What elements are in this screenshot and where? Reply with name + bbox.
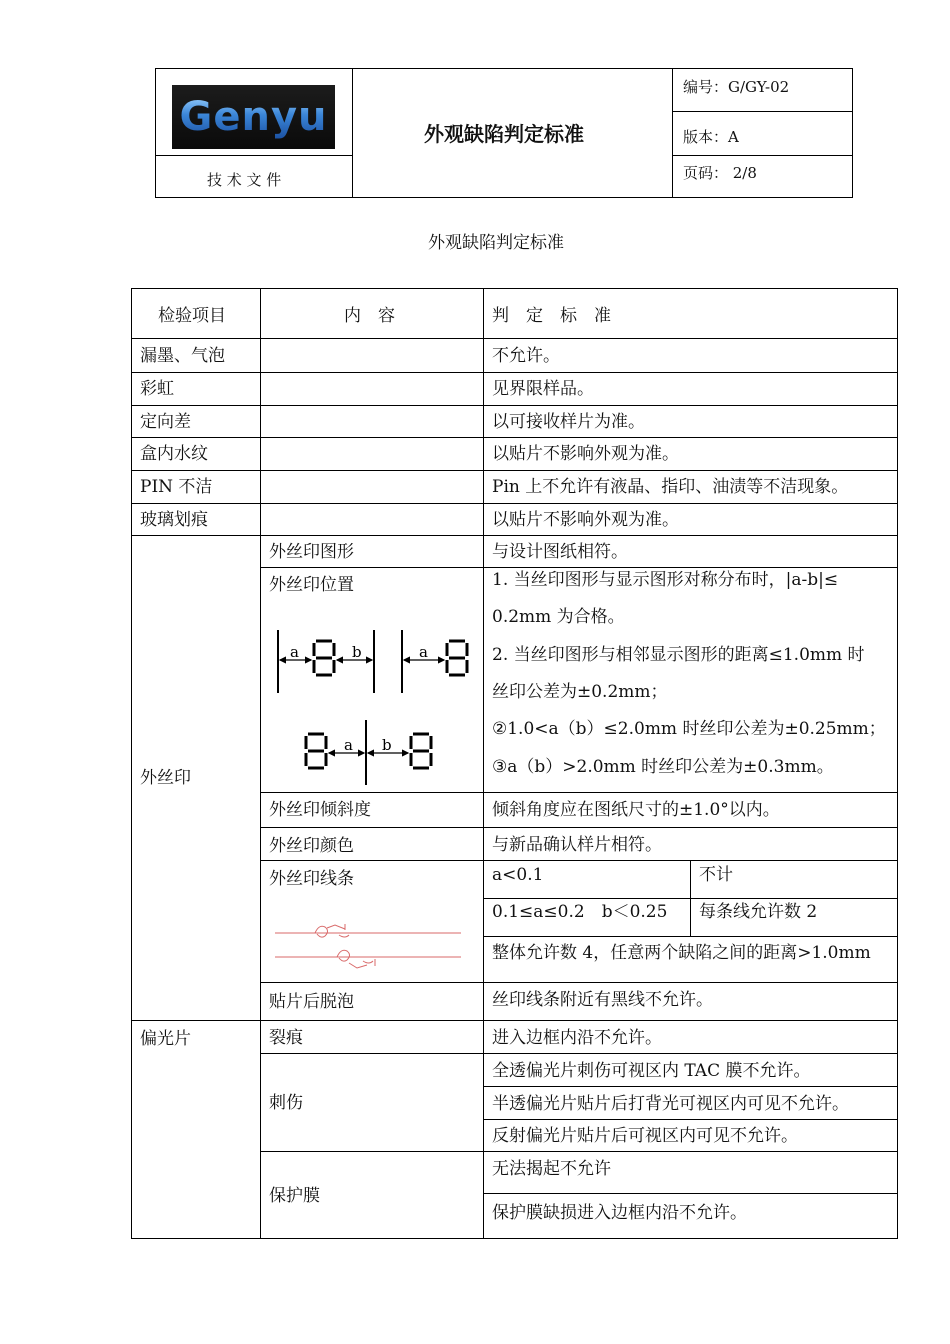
standard-line: ③a（b）>2.0mm 时丝印公差为±0.3mm。: [492, 757, 834, 777]
standard-line: 保护膜缺损进入边框内沿不允许。: [492, 1203, 747, 1223]
divider: [260, 792, 898, 793]
row-standard: 以可接收样片为准。: [492, 412, 645, 432]
col-header-item: 检验项目: [158, 306, 226, 326]
row-item: 玻璃划痕: [140, 510, 208, 530]
line-criteria: a<0.1: [492, 865, 544, 885]
svg-text:a: a: [419, 643, 428, 661]
line-allowance: 每条线允许数 2: [699, 902, 818, 922]
divider: [260, 860, 898, 861]
row-content: 刺伤: [269, 1093, 303, 1113]
divider: [672, 68, 673, 198]
divider: [131, 405, 898, 406]
row-standard: 见界限样品。: [492, 379, 594, 399]
divider: [131, 470, 898, 471]
divider: [260, 288, 261, 1239]
row-standard: 倾斜角度应在图纸尺寸的±1.0°以内。: [492, 800, 780, 820]
row-item: 定向差: [140, 412, 191, 432]
row-item: 漏墨、气泡: [140, 346, 225, 366]
standard-line: 丝印公差为±0.2mm；: [492, 682, 668, 702]
page-title: 外观缺陷判定标准: [428, 233, 564, 253]
row-standard: 与新品确认样片相符。: [492, 835, 662, 855]
row-standard: 以贴片不影响外观为准。: [492, 510, 679, 530]
row-content: 外丝印位置: [269, 575, 354, 595]
col-header-standard: 判 定 标 准: [492, 306, 611, 326]
svg-text:b: b: [352, 643, 362, 661]
divider: [131, 503, 898, 504]
standard-line: 1. 当丝印图形与显示图形对称分布时，|a-b|≤: [492, 570, 839, 590]
line-total-allowance: 整体允许数 4，任意两个缺陷之间的距离>1.0mm: [492, 943, 871, 963]
row-content: 外丝印倾斜度: [269, 800, 371, 820]
divider: [131, 372, 898, 373]
row-standard: 不允许。: [492, 346, 560, 366]
row-item: 彩虹: [140, 379, 174, 399]
row-standard: 丝印线条附近有黑线不允许。: [492, 990, 713, 1010]
divider: [352, 68, 353, 198]
row-content: 保护膜: [269, 1186, 320, 1206]
silk-position-figure: [268, 625, 478, 785]
row-standard: 进入边框内沿不允许。: [492, 1028, 662, 1048]
standard-line: 半透偏光片贴片后打背光可视区内可见不允许。: [492, 1094, 849, 1114]
divider: [131, 1020, 898, 1021]
divider: [260, 1151, 898, 1152]
divider: [690, 860, 691, 936]
row-standard: 与设计图纸相符。: [492, 542, 628, 562]
silk-line-figure: [275, 915, 463, 979]
divider: [155, 155, 352, 156]
doc-code: 编号：G/GY-02: [683, 78, 790, 96]
svg-text:a: a: [290, 643, 299, 661]
divider: [672, 111, 853, 112]
standard-line: 0.2mm 为合格。: [492, 607, 625, 627]
row-item: 偏光片: [140, 1029, 191, 1049]
divider: [672, 155, 853, 156]
divider: [483, 1086, 898, 1087]
divider: [131, 437, 898, 438]
divider: [483, 288, 484, 1239]
row-content: 裂痕: [269, 1028, 303, 1048]
divider: [260, 827, 898, 828]
page-number: 页码： 2/8: [683, 164, 757, 182]
row-item: 外丝印: [140, 768, 191, 788]
divider: [260, 982, 898, 983]
row-item: 盒内水纹: [140, 444, 208, 464]
divider: [483, 936, 898, 937]
divider: [260, 1053, 898, 1054]
row-content: 贴片后脱泡: [269, 992, 354, 1012]
row-content: 外丝印颜色: [269, 836, 354, 856]
row-content: 外丝印图形: [269, 542, 354, 562]
company-logo: Genyu: [172, 85, 335, 149]
row-standard: Pin 上不允许有液晶、指印、油渍等不洁现象。: [492, 477, 849, 497]
divider: [131, 338, 898, 339]
svg-text:b: b: [382, 736, 392, 754]
divider: [131, 535, 898, 536]
standard-line: 全透偏光片刺伤可视区内 TAC 膜不允许。: [492, 1061, 811, 1081]
standard-line: 2. 当丝印图形与相邻显示图形的距离≤1.0mm 时: [492, 645, 865, 665]
row-standard: 以贴片不影响外观为准。: [492, 444, 679, 464]
divider: [483, 1119, 898, 1120]
row-content: 外丝印线条: [269, 869, 354, 889]
svg-text:a: a: [344, 736, 353, 754]
standard-line: ②1.0<a（b）≤2.0mm 时丝印公差为±0.25mm；: [492, 719, 886, 739]
line-allowance: 不计: [699, 865, 733, 885]
header-title: 外观缺陷判定标准: [424, 122, 584, 146]
doc-type-label: 技 术 文 件: [207, 171, 282, 189]
doc-version: 版本：A: [683, 128, 739, 146]
divider: [483, 1193, 898, 1194]
standard-line: 反射偏光片贴片后可视区内可见不允许。: [492, 1126, 798, 1146]
standard-line: 无法揭起不允许: [492, 1159, 611, 1179]
divider: [260, 567, 898, 568]
row-item: PIN 不洁: [140, 477, 213, 497]
col-header-content: 内 容: [344, 306, 395, 326]
line-criteria: 0.1≤a≤0.2 b＜0.25: [492, 902, 668, 922]
